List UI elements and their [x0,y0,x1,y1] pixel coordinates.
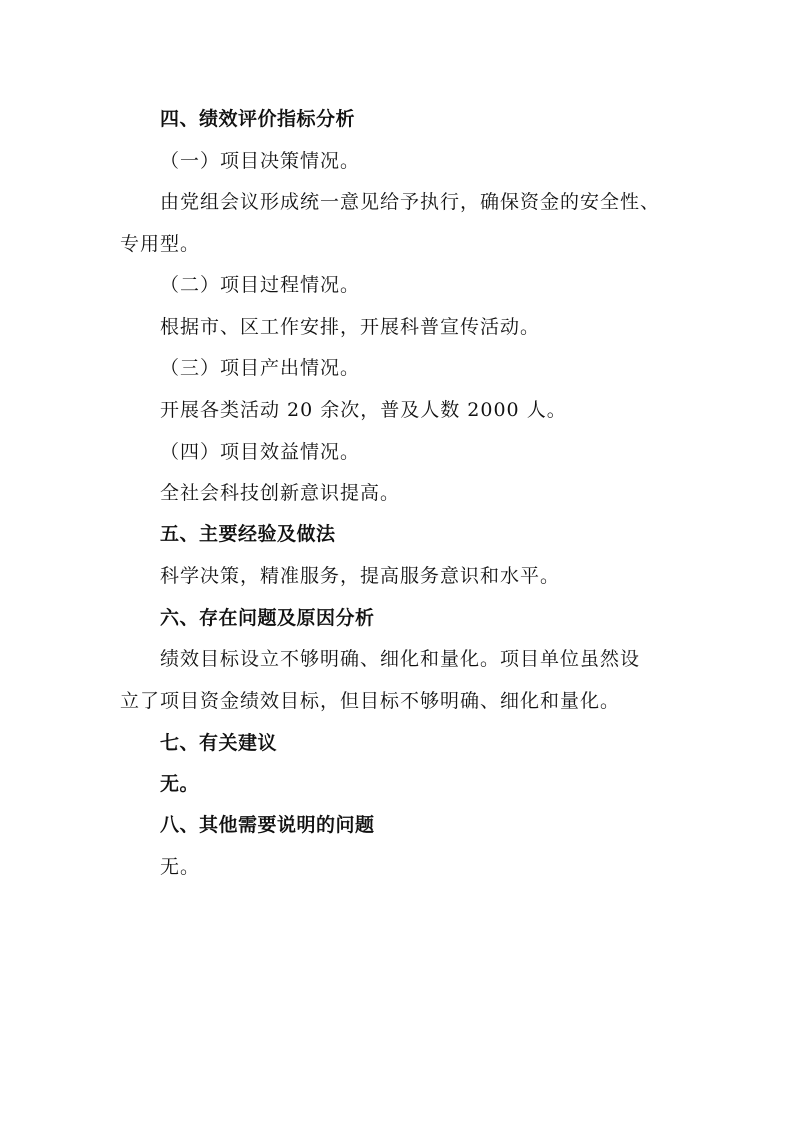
subsection-heading-4: （四）项目效益情况。 [160,441,361,463]
section-heading-6: 六、存在问题及原因分析 [160,607,375,629]
subsection-heading-2: （二）项目过程情况。 [160,274,361,296]
paragraph-problems-line-2: 立了项目资金绩效目标，但目标不够明确、细化和量化。 [120,690,621,712]
paragraph-experience: 科学决策，精准服务，提高服务意识和水平。 [160,565,561,587]
paragraph-output: 开展各类活动 20 余次，普及人数 2000 人。 [160,399,567,421]
section-heading-8: 八、其他需要说明的问题 [160,814,375,836]
paragraph-decision-line-1: 由党组会议形成统一意见给予执行，确保资金的安全性、 [160,191,661,213]
paragraph-process: 根据市、区工作安排，开展科普宣传活动。 [160,316,541,338]
paragraph-benefit: 全社会科技创新意识提高。 [160,482,401,504]
section-heading-4: 四、绩效评价指标分析 [160,108,356,130]
paragraph-other: 无。 [160,856,201,878]
paragraph-problems-line-1: 绩效目标设立不够明确、细化和量化。项目单位虽然设 [160,648,641,670]
paragraph-decision-line-2: 专用型。 [120,233,201,255]
paragraph-suggestions: 无。 [160,773,200,795]
subsection-heading-3: （三）项目产出情况。 [160,357,361,379]
section-heading-5: 五、主要经验及做法 [160,523,336,545]
subsection-heading-1: （一）项目决策情况。 [160,150,361,172]
section-heading-7: 七、有关建议 [160,732,278,754]
